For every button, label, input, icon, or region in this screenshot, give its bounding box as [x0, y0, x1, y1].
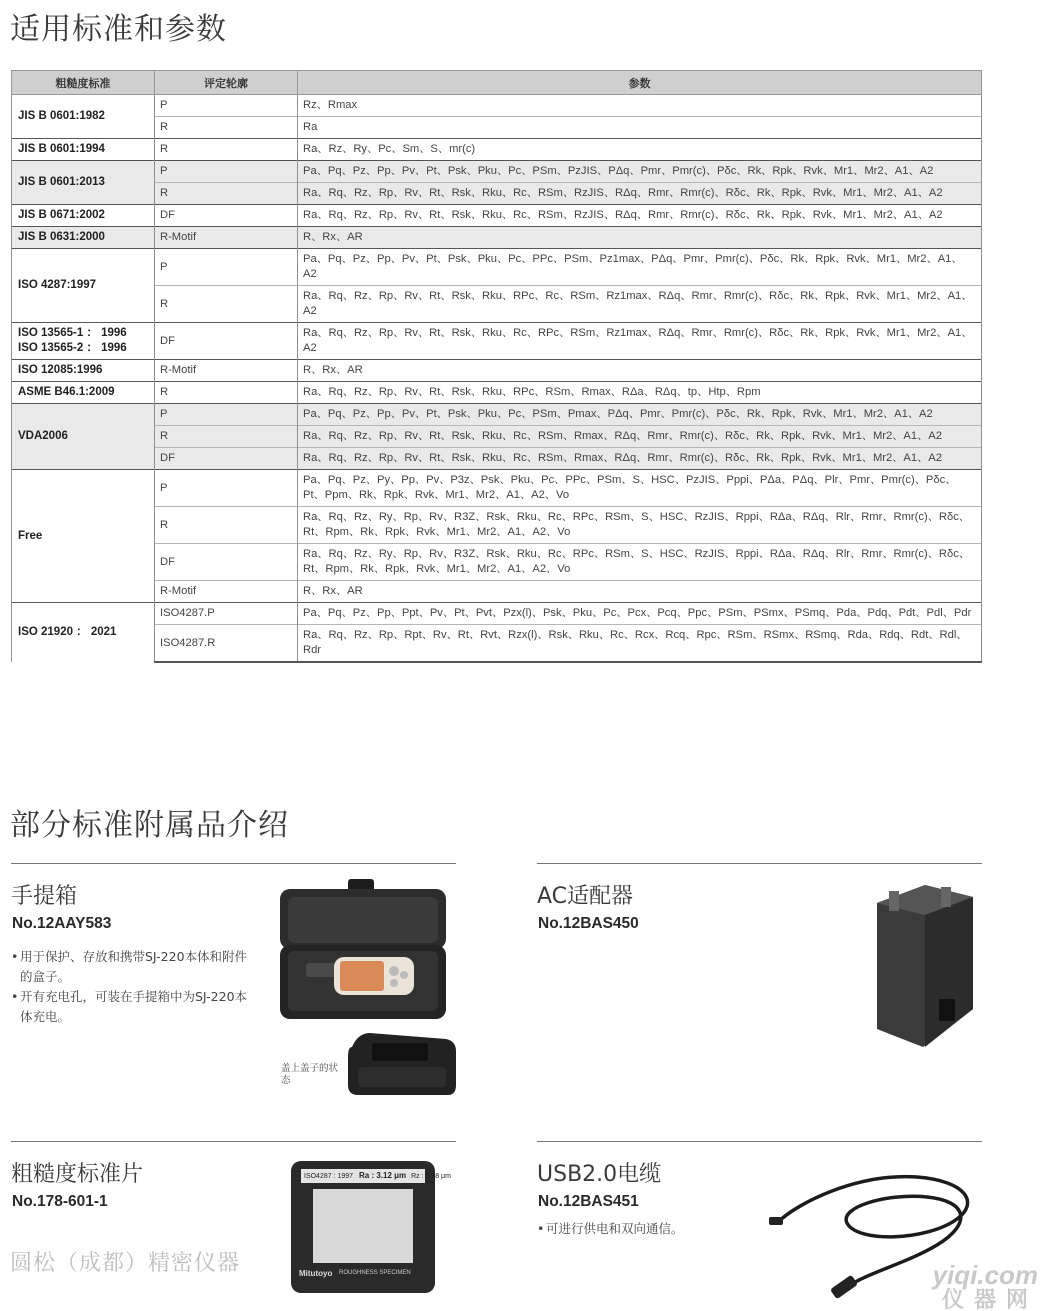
- watermark-site-url: yiqi.com: [932, 1260, 1038, 1290]
- table-row: [12, 286, 982, 323]
- carrying-case-open-image: [276, 877, 456, 1022]
- parameters-cell: Ra、Rq、Rz、Rp、Rv、Rt、Rsk、Rku、Rc、RSm、Rmax、RΔq、Rmr、Rmr(c)、Rδc、Rk、Rpk、Rvk、Mr1、Mr2、A1、A2: [298, 426, 982, 448]
- parameters-cell: Ra、Rq、Rz、Rp、Rv、Rt、Rsk、Rku、Rc、RPc、RSm、Rz1max、RΔq、Rmr、Rmr(c)、Rδc、Rk、Rpk、Rvk、Mr1、Mr2、A1、A2: [298, 323, 982, 360]
- parameters-cell: Pa、Pq、Pz、Pp、Pv、Pt、Psk、Pku、Pc、PSm、PzJIS、PΔq、Pmr、Pmr(c)、Pδc、Rk、Rpk、Rvk、Mr1、Mr2、A1、A2: [298, 161, 982, 183]
- section-title-accessories: 部分标准附属品介绍: [10, 808, 289, 843]
- standard-cell: ISO 4287:1997: [12, 249, 155, 323]
- accessory-name: 粗糙度标准片: [11, 1162, 144, 1187]
- parameter-table: [11, 70, 982, 663]
- table-row: [12, 404, 982, 426]
- case-closed-caption: 盖上盖子的状态: [281, 1063, 339, 1086]
- profile-cell: R-Motif: [155, 360, 298, 382]
- profile-cell: P: [155, 404, 298, 426]
- parameters-cell: Pa、Pq、Pz、Py、Pp、Pv、P3z、Psk、Pku、Pc、PPc、PSm、S、HSC、PzJIS、Pppi、PΔa、PΔq、Plr、Pmr、Pmr(c)、Pδc、Pt、Ppm、Rk、Rpk、Rvk、Mr1、Mr2、A1、A2、Vo: [298, 470, 982, 507]
- bullet-item: • 开有充电孔，可装在手提箱中为SJ-220本体充电。: [11, 987, 259, 1027]
- parameters-cell: Ra、Rq、Rz、Ry、Rp、Rv、R3Z、Rsk、Rku、Rc、RPc、RSm、S、HSC、RzJIS、Rppi、RΔa、RΔq、Rlr、Rmr、Rmr(c)、Rδc、Rt、Rpm、Rk、Rpk、Rvk、Mr1、Mr2、A1、A2、Vo: [298, 544, 982, 581]
- table-row: [12, 470, 982, 507]
- parameters-cell: Ra、Rq、Rz、Rp、Rv、Rt、Rsk、Rku、Rc、RSm、RzJIS、RΔq、Rmr、Rmr(c)、Rδc、Rk、Rpk、Rvk、Mr1、Mr2、A1、A2: [298, 183, 982, 205]
- profile-cell: P: [155, 161, 298, 183]
- standard-cell: ISO 21920 ： 2021: [12, 603, 155, 663]
- table-row: [12, 183, 982, 205]
- table-row: [12, 139, 982, 161]
- specimen-surface: [313, 1189, 413, 1263]
- table-body: [12, 95, 982, 663]
- divider: [11, 1141, 456, 1142]
- table-row: [12, 249, 982, 286]
- standard-cell: JIS B 0601:1994: [12, 139, 155, 161]
- header-parameters: 参数: [298, 71, 982, 95]
- table-header-row: [12, 71, 982, 95]
- table-row: [12, 323, 982, 360]
- accessory-name: AC适配器: [537, 884, 634, 909]
- standard-cell: VDA2006: [12, 404, 155, 470]
- parameters-cell: Ra、Rz、Ry、Pc、Sm、S、mr(c): [298, 139, 982, 161]
- specimen-caption: ROUGHNESS SPECIMEN: [339, 1270, 411, 1276]
- accessory-case: [11, 863, 456, 1133]
- accessory-bullets: [11, 947, 259, 1027]
- specimen-brand: Mitutoyo: [299, 1269, 333, 1278]
- parameters-cell: R、Rx、AR: [298, 227, 982, 249]
- parameters-cell: Pa、Pq、Pz、Pp、Pv、Pt、Psk、Pku、Pc、PSm、Pmax、PΔq、Pmr、Pmr(c)、Pδc、Rk、Rpk、Rvk、Mr1、Mr2、A1、A2: [298, 404, 982, 426]
- parameters-cell: Ra、Rq、Rz、Rp、Rv、Rt、Rsk、Rku、Rc、RSm、Rmax、RΔq、Rmr、Rmr(c)、Rδc、Rk、Rpk、Rvk、Mr1、Mr2、A1、A2: [298, 448, 982, 470]
- divider: [537, 863, 982, 864]
- parameters-cell: Pa、Pq、Pz、Pp、Pv、Pt、Psk、Pku、Pc、PPc、PSm、Pz1max、PΔq、Pmr、Pmr(c)、Pδc、Rk、Rpk、Rvk、Mr1、Mr2、A1、A2: [298, 249, 982, 286]
- parameters-cell: Ra、Rq、Rz、Rp、Rpt、Rv、Rt、Rvt、Rzx(l)、Rsk、Rku、Rc、Rcx、Rcq、Rpc、RSm、RSmx、RSmq、Rda、Rdq、Rdt、Rdl、Rdr: [298, 625, 982, 663]
- specimen-ra: Ra : 3.12 μm: [359, 1171, 407, 1180]
- accessory-adapter: [537, 863, 982, 1133]
- table-row: [12, 603, 982, 625]
- specimen-rz: Rz : 9.98 μm: [411, 1173, 451, 1180]
- parameters-cell: Ra、Rq、Rz、Rp、Rv、Rt、Rsk、Rku、Rc、RSm、RzJIS、RΔq、Rmr、Rmr(c)、Rδc、Rk、Rpk、Rvk、Mr1、Mr2、A1、A2: [298, 205, 982, 227]
- header-profile: 评定轮廓: [155, 71, 298, 95]
- bullet-item: • 用于保护、存放和携带SJ-220本体和附件的盒子。: [11, 947, 259, 987]
- table-row: [12, 205, 982, 227]
- parameters-cell: Ra: [298, 117, 982, 139]
- standard-cell: JIS B 0631:2000: [12, 227, 155, 249]
- standard-cell: JIS B 0601:2013: [12, 161, 155, 205]
- watermark-company: 圆松（成都）精密仪器: [10, 1251, 241, 1276]
- profile-cell: ISO4287.R: [155, 625, 298, 663]
- accessory-number: No.12AAY583: [12, 915, 112, 932]
- parameters-cell: Ra、Rq、Rz、Rp、Rv、Rt、Rsk、Rku、RPc、Rc、RSm、Rz1max、RΔq、Rmr、Rmr(c)、Rδc、Rk、Rpk、Rvk、Mr1、Mr2、A1、A2: [298, 286, 982, 323]
- table-row: [12, 426, 982, 448]
- accessory-name: 手提箱: [11, 884, 78, 909]
- bullet-item: • 可进行供电和双向通信。: [537, 1219, 757, 1239]
- parameters-cell: R、Rx、AR: [298, 360, 982, 382]
- profile-cell: R: [155, 382, 298, 404]
- profile-cell: R-Motif: [155, 227, 298, 249]
- profile-cell: ISO4287.P: [155, 603, 298, 625]
- profile-cell: R: [155, 139, 298, 161]
- standard-cell: JIS B 0601:1982: [12, 95, 155, 139]
- carrying-case-closed-image: [344, 1027, 459, 1099]
- profile-cell: P: [155, 470, 298, 507]
- standard-cell: JIS B 0671:2002: [12, 205, 155, 227]
- accessory-bullets: [537, 1219, 757, 1239]
- table-row: [12, 625, 982, 663]
- profile-cell: R: [155, 426, 298, 448]
- accessory-specimen: [11, 1141, 456, 1301]
- profile-cell: P: [155, 95, 298, 117]
- table-row: [12, 95, 982, 117]
- parameters-cell: R、Rx、AR: [298, 581, 982, 603]
- specimen-standard: ISO4287 : 1997: [304, 1173, 354, 1180]
- parameters-cell: Ra、Rq、Rz、Rp、Rv、Rt、Rsk、Rku、RPc、RSm、Rmax、RΔa、RΔq、tp、Htp、Rpm: [298, 382, 982, 404]
- table-row: [12, 360, 982, 382]
- profile-cell: R: [155, 183, 298, 205]
- accessory-number: No.12BAS450: [538, 915, 639, 932]
- table-row: [12, 448, 982, 470]
- header-standard: 粗糙度标准: [12, 71, 155, 95]
- parameters-cell: Rz、Rmax: [298, 95, 982, 117]
- profile-cell: DF: [155, 323, 298, 360]
- table-row: [12, 507, 982, 544]
- profile-cell: DF: [155, 544, 298, 581]
- section-title-standards: 适用标准和参数: [10, 12, 227, 47]
- table-row: [12, 544, 982, 581]
- profile-cell: DF: [155, 448, 298, 470]
- profile-cell: DF: [155, 205, 298, 227]
- watermark-site: [933, 1262, 1038, 1311]
- watermark-site-name: 仪器网: [941, 1287, 1038, 1311]
- specimen-label-bar: [301, 1169, 451, 1183]
- standard-cell: ASME B46.1:2009: [12, 382, 155, 404]
- standard-cell: ISO 13565-1 ： 1996 ISO 13565-2 ： 1996: [12, 323, 155, 360]
- profile-cell: R: [155, 286, 298, 323]
- table-row: [12, 161, 982, 183]
- roughness-specimen-image: [291, 1161, 451, 1293]
- profile-cell: P: [155, 249, 298, 286]
- parameters-cell: Ra、Rq、Rz、Ry、Rp、Rv、R3Z、Rsk、Rku、Rc、RPc、RSm、S、HSC、RzJIS、Rppi、RΔa、RΔq、Rlr、Rmr、Rmr(c)、Rδc、Rt、Rpm、Rk、Rpk、Rvk、Mr1、Mr2、A1、A2、Vo: [298, 507, 982, 544]
- profile-cell: R: [155, 507, 298, 544]
- profile-cell: R-Motif: [155, 581, 298, 603]
- table-row: [12, 581, 982, 603]
- divider: [537, 1141, 982, 1142]
- parameters-cell: Pa、Pq、Pz、Pp、Ppt、Pv、Pt、Pvt、Pzx(l)、Psk、Pku、Pc、Pcx、Pcq、Ppc、PSm、PSmx、PSmq、Pda、Pdq、Pdt、Pdl、Pdr: [298, 603, 982, 625]
- accessory-number: No.12BAS451: [538, 1193, 639, 1210]
- ac-adapter-image: [867, 879, 982, 1049]
- table-row: [12, 227, 982, 249]
- standard-cell: ISO 12085:1996: [12, 360, 155, 382]
- profile-cell: R: [155, 117, 298, 139]
- table-row: [12, 117, 982, 139]
- accessory-number: No.178-601-1: [12, 1193, 108, 1210]
- standard-cell: Free: [12, 470, 155, 603]
- accessory-usb: [537, 1141, 982, 1301]
- divider: [11, 863, 456, 864]
- accessory-name: USB2.0电缆: [537, 1162, 662, 1187]
- table-row: [12, 382, 982, 404]
